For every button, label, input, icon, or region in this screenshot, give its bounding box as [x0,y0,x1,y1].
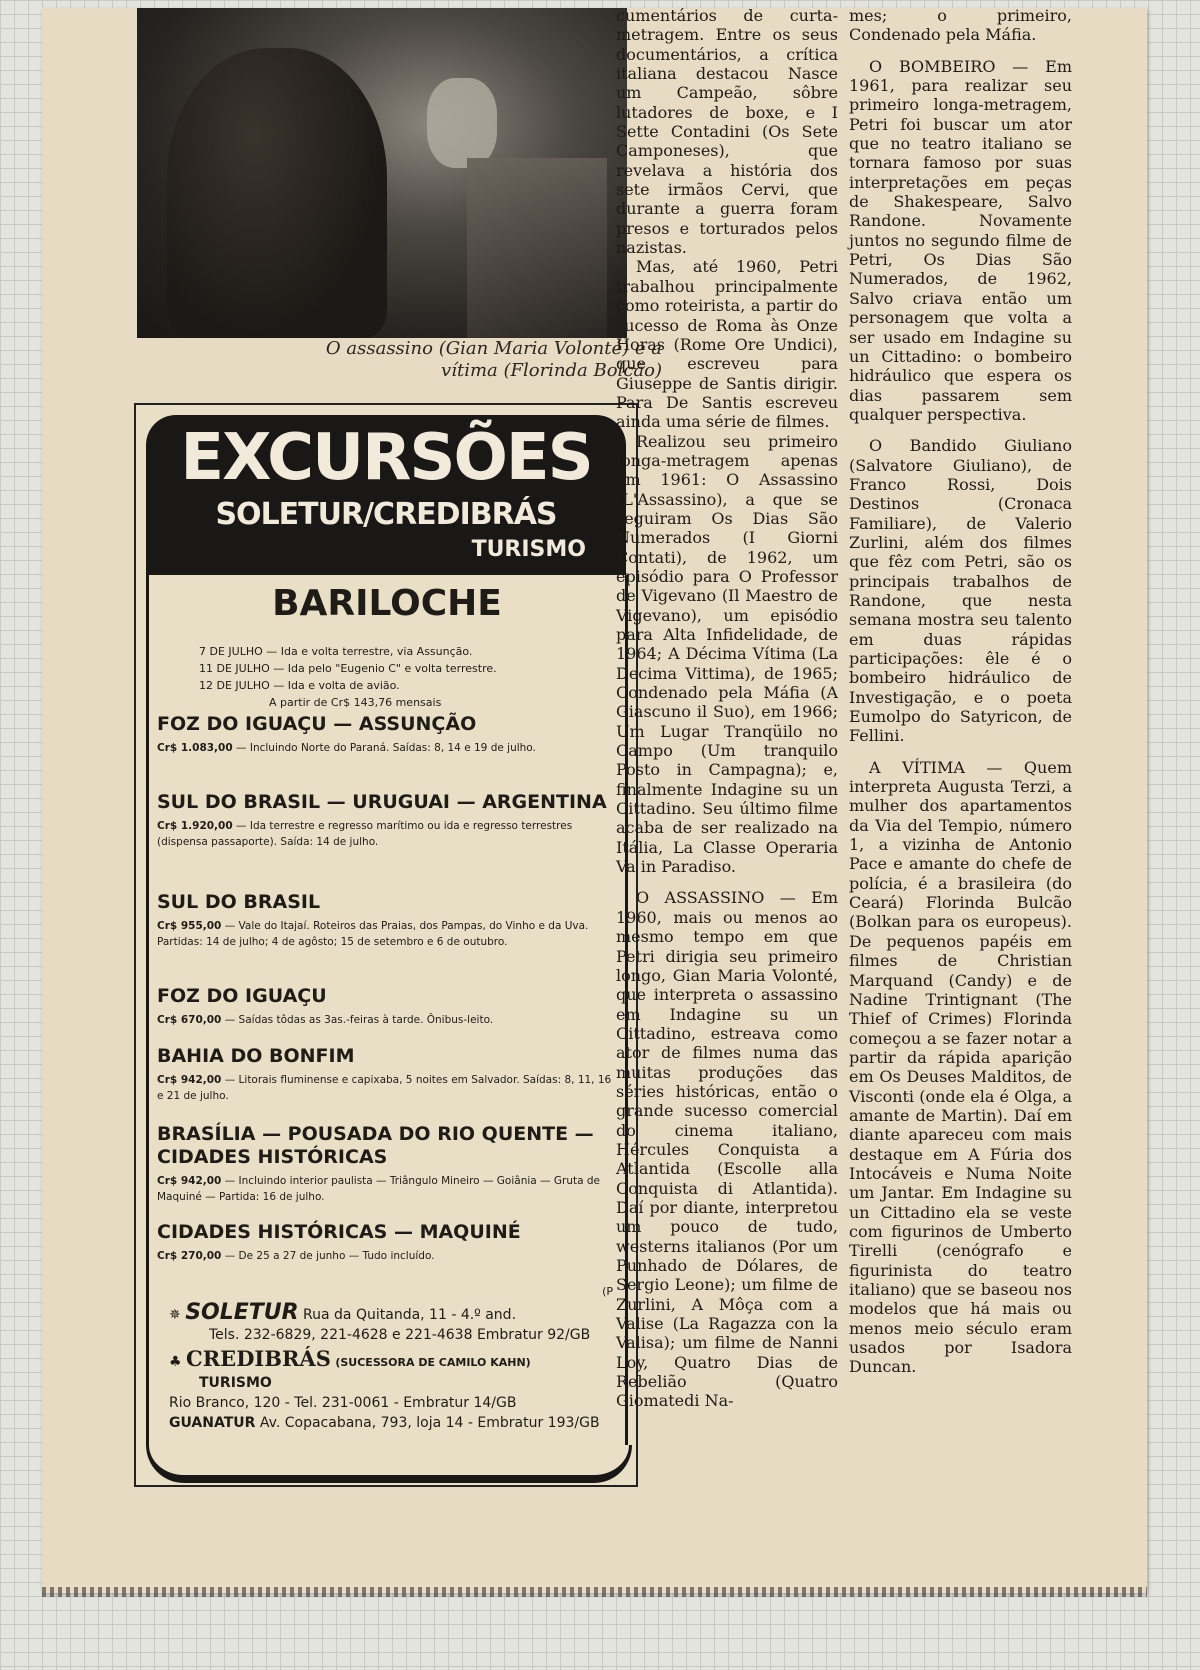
article-column-1 [616,8,838,1411]
excursoes-advertisement [134,403,638,1487]
ad-body [146,575,628,1445]
soletur-address: Rua da Quitanda, 11 - 4.º and. [303,1307,517,1323]
soletur-star-icon: ✵ [169,1307,186,1323]
credibras-emblem-icon: ♣ [169,1354,187,1370]
bariloche-title: BARILOCHE [272,583,502,624]
package-title: SUL DO BRASIL [157,891,321,913]
package-title: FOZ DO IGUAÇU — ASSUNÇÃO [157,713,477,735]
article-paragraph: O ASSASSINO — Em 1960, mais ou menos ao mesmo tempo em que Petri dirigia seu primeiro longo, Gian Maria Volonté, que interpreta o assassino em Indagine su un Cittadino, estreava como ator de filmes numa das muitas produções das séries históricas, então o grande sucesso comercial do cinema italiano, Hércules Conquista a Atlantida (Escolle alla Conquista di Atlantida). Daí por diante, interpretou um pouco de tudo, westerns italianos (Por um Punhado de Dólares, de Sergio Leone); um filme de Zurlini, A Môça com a Valise (La Ragazza con la Valisa); um filme de Nanni Loy, Quatro Dias de Rebelião (Quatro Giomatedi Na- [616,888,838,1411]
package-title: FOZ DO IGUAÇU [157,985,327,1007]
package-sul-uruguai-argentina [157,791,617,850]
caption-line-2: vítima (Florinda Bolcão) [441,360,662,381]
article-paragraph: cumentários de curta-metragem. Entre os seus documentários, a crítica italiana destacou Nasce um Campeão, sôbre lutadores de boxe, e I Sette Contadini (Os Sete Camponeses), que revelava a história dos sete irmãos Cervi, que durante a guerra foram presos e torturados pelos nazistas. [616,8,838,258]
package-details: — De 25 a 27 de junho — Tudo incluído. [221,1250,435,1262]
soletur-logo: SOLETUR [185,1300,299,1325]
guanatur-address: Av. Copacabana, 793, loja 14 - Embratur 193/GB [259,1415,600,1431]
photo-caption [137,338,662,382]
package-details: — Vale do Itajaí. Roteiros das Praias, dos Pampas, do Vinho e da Uva. Partidas: 14 de julho; 4 de agôsto; 15 de setembro e 6 de outubro. [157,920,589,948]
package-desc [157,1173,617,1205]
film-still-photo [137,8,627,338]
credibras-turismo: TURISMO [199,1375,272,1391]
article-paragraph: Realizou seu primeiro longa-metragem apenas em 1961: O Assassino (L'Assassino), a que se seguiram Os Dias São Numerados (I Giorni Contati), de 1962, um episódio para O Professor de Vigevano (Il Maestro de Vigevano), um episódio para Alta Infidelidade, de 1964; A Décima Vítima (La Decima Vittima), de 1965; Condenado pela Máfia (A Giascuno il Suo), em 1966; Um Lugar Tranqüilo no Campo (Um tranquilo Posto in Campagna); e, finalmente Indagine su un Cittadino. Seu último filme acaba de ser realizado na Itália, La Classe Operaria Va in Paradiso. [616,431,838,877]
bariloche-price: A partir de Cr$ 143,76 mensais [269,696,442,709]
bariloche-line: 7 DE JULHO — Ida e volta terrestre, via Assunção. [199,645,473,658]
package-title: SUL DO BRASIL — URUGUAI — ARGENTINA [157,791,607,813]
package-desc [157,740,617,756]
article-paragraph: mes; o primeiro, Condenado pela Máfia. [849,8,1072,45]
bariloche-dates [199,643,599,711]
credibras-address: Rio Branco, 120 - Tel. 231-0061 - Embratur 14/GB [169,1395,517,1411]
package-desc [157,918,617,950]
article-paragraph: O BOMBEIRO — Em 1961, para realizar seu primeiro longa-metragem, Petri foi buscar um ator que no teatro italiano se tornara famoso por suas interpretações em peças de Shakespeare, Salvo Randone. Novamente juntos no segundo filme de Petri, Os Dias São Numerados, de 1962, Salvo criava então um personagem que volta a ser usado em Indagine su un Cittadino: o bombeiro hidráulico que espera os dias passarem sem qualquer perspectiva. [849,56,1072,424]
package-details: — Saídas tôdas as 3as.-feiras à tarde. Ônibus-leito. [221,1014,494,1026]
ad-subtitle-turismo: TURISMO [471,537,586,562]
package-title: BAHIA DO BONFIM [157,1045,355,1067]
caption-line-1: O assassino (Gian Maria Volonté) e a [325,338,662,359]
package-price: Cr$ 670,00 [157,1014,222,1026]
credibras-note: (SUCESSORA DE CAMILO KAHN) [335,1356,531,1369]
package-price: Cr$ 955,00 [157,920,222,932]
ad-title: EXCURSÕES [180,421,592,495]
ad-header [146,415,626,575]
article-paragraph: A VÍTIMA — Quem interpreta Augusta Terzi, a mulher dos apartamentos da Via del Tempio, número 1, a vizinha de Antonio Pace e amante do chefe de polícia, é a brasileira (do Ceará) Florinda Bulcão (Bolkan para os europeus). De pequenos papéis em filmes de Christian Marquand (Candy) e de Nadine Trintignant (The Thief of Crimes) Florinda começou a se fazer notar a partir da rápida aparição em Os Deuses Malditos, de Visconti (onde ela é Olga, a amante de Martin). Daí em diante apareceu com mais destaque em A Fúria dos Intocáveis e Numa Noite um Jantar. Em Indagine su un Cittadino ela se veste com figurinos de Umberto Tirelli (cenógrafo e figurinista do teatro italiano) que se baseou nos modelos que há mais ou menos meio século eram usados por Isadora Duncan. [849,757,1072,1377]
package-sul-do-brasil [157,891,617,950]
package-price: Cr$ 1.920,00 [157,820,233,832]
soletur-line [169,1300,619,1325]
package-details: — Litorais fluminense e capixaba, 5 noites em Salvador. Saídas: 8, 11, 16 e 21 de julho. [157,1074,612,1102]
package-price: Cr$ 270,00 [157,1250,222,1262]
package-bahia-do-bonfim [157,1045,617,1104]
package-title: BRASÍLIA — POUSADA DO RIO QUENTE — CIDADES HISTÓRICAS [157,1123,594,1168]
package-foz-do-iguacu [157,985,617,1028]
bariloche-line: 12 DE JULHO — Ida e volta de avião. [199,679,400,692]
package-price: Cr$ 1.083,00 [157,742,233,754]
soletur-phones: Tels. 232-6829, 221-4628 e 221-4638 Embratur 92/GB [209,1327,591,1343]
credibras-logo: CREDIBRÁS [186,1346,331,1371]
package-desc [157,818,617,850]
package-details: — Incluindo interior paulista — Triângulo Mineiro — Goiânia — Gruta de Maquiné — Partida: 16 de julho. [157,1175,600,1203]
guanatur-line [169,1413,619,1433]
ad-subtitle: SOLETUR/CREDIBRÁS [215,497,557,532]
ad-ref-mark: (P [602,1285,613,1298]
package-desc [157,1248,617,1264]
package-price: Cr$ 942,00 [157,1175,222,1187]
guanatur-name: GUANATUR [169,1415,256,1431]
torn-edge [42,1587,1147,1597]
package-details: — Incluindo Norte do Paraná. Saídas: 8, 14 e 19 de julho. [232,742,536,754]
package-details: — Ida terrestre e regresso marítimo ou ida e regresso terrestres (dispensa passaporte). Saída: 14 de julho. [157,820,573,848]
photo-figure-woman [167,48,387,338]
article-column-2 [849,8,1072,1377]
ad-bottom-border [146,1445,632,1483]
package-desc [157,1012,617,1028]
package-title: CIDADES HISTÓRICAS — MAQUINÉ [157,1221,521,1243]
package-cidades-historicas [157,1221,617,1264]
newspaper-clipping [42,8,1147,1593]
ad-contacts [169,1300,619,1433]
photo-figure-man [467,158,607,338]
bariloche-line: 11 DE JULHO — Ida pelo "Eugenio C" e volta terrestre. [199,662,497,675]
package-brasilia [157,1123,617,1205]
photo-hand [427,78,497,168]
package-foz-assuncao [157,713,617,756]
credibras-line [169,1346,619,1373]
package-price: Cr$ 942,00 [157,1074,222,1086]
article-paragraph: Mas, até 1960, Petri trabalhou principalmente como roteirista, a partir do sucesso de Roma às Onze Horas (Rome Ore Undici), que escreveu para Giuseppe de Santis dirigir. Para De Santis escreveu ainda uma série de filmes. [616,257,838,432]
article-paragraph: O Bandido Giuliano (Salvatore Giuliano), de Franco Rossi, Dois Destinos (Cronaca Familiare), de Valerio Zurlini, além dos filmes que fêz com Petri, são os principais trabalhos de Randone, que nesta semana mostra seu talento em duas rápidas participações: êle é o bombeiro hidráulico de Investigação, e o poeta Eumolpo do Satyricon, de Fellini. [849,436,1072,746]
package-desc [157,1072,617,1104]
